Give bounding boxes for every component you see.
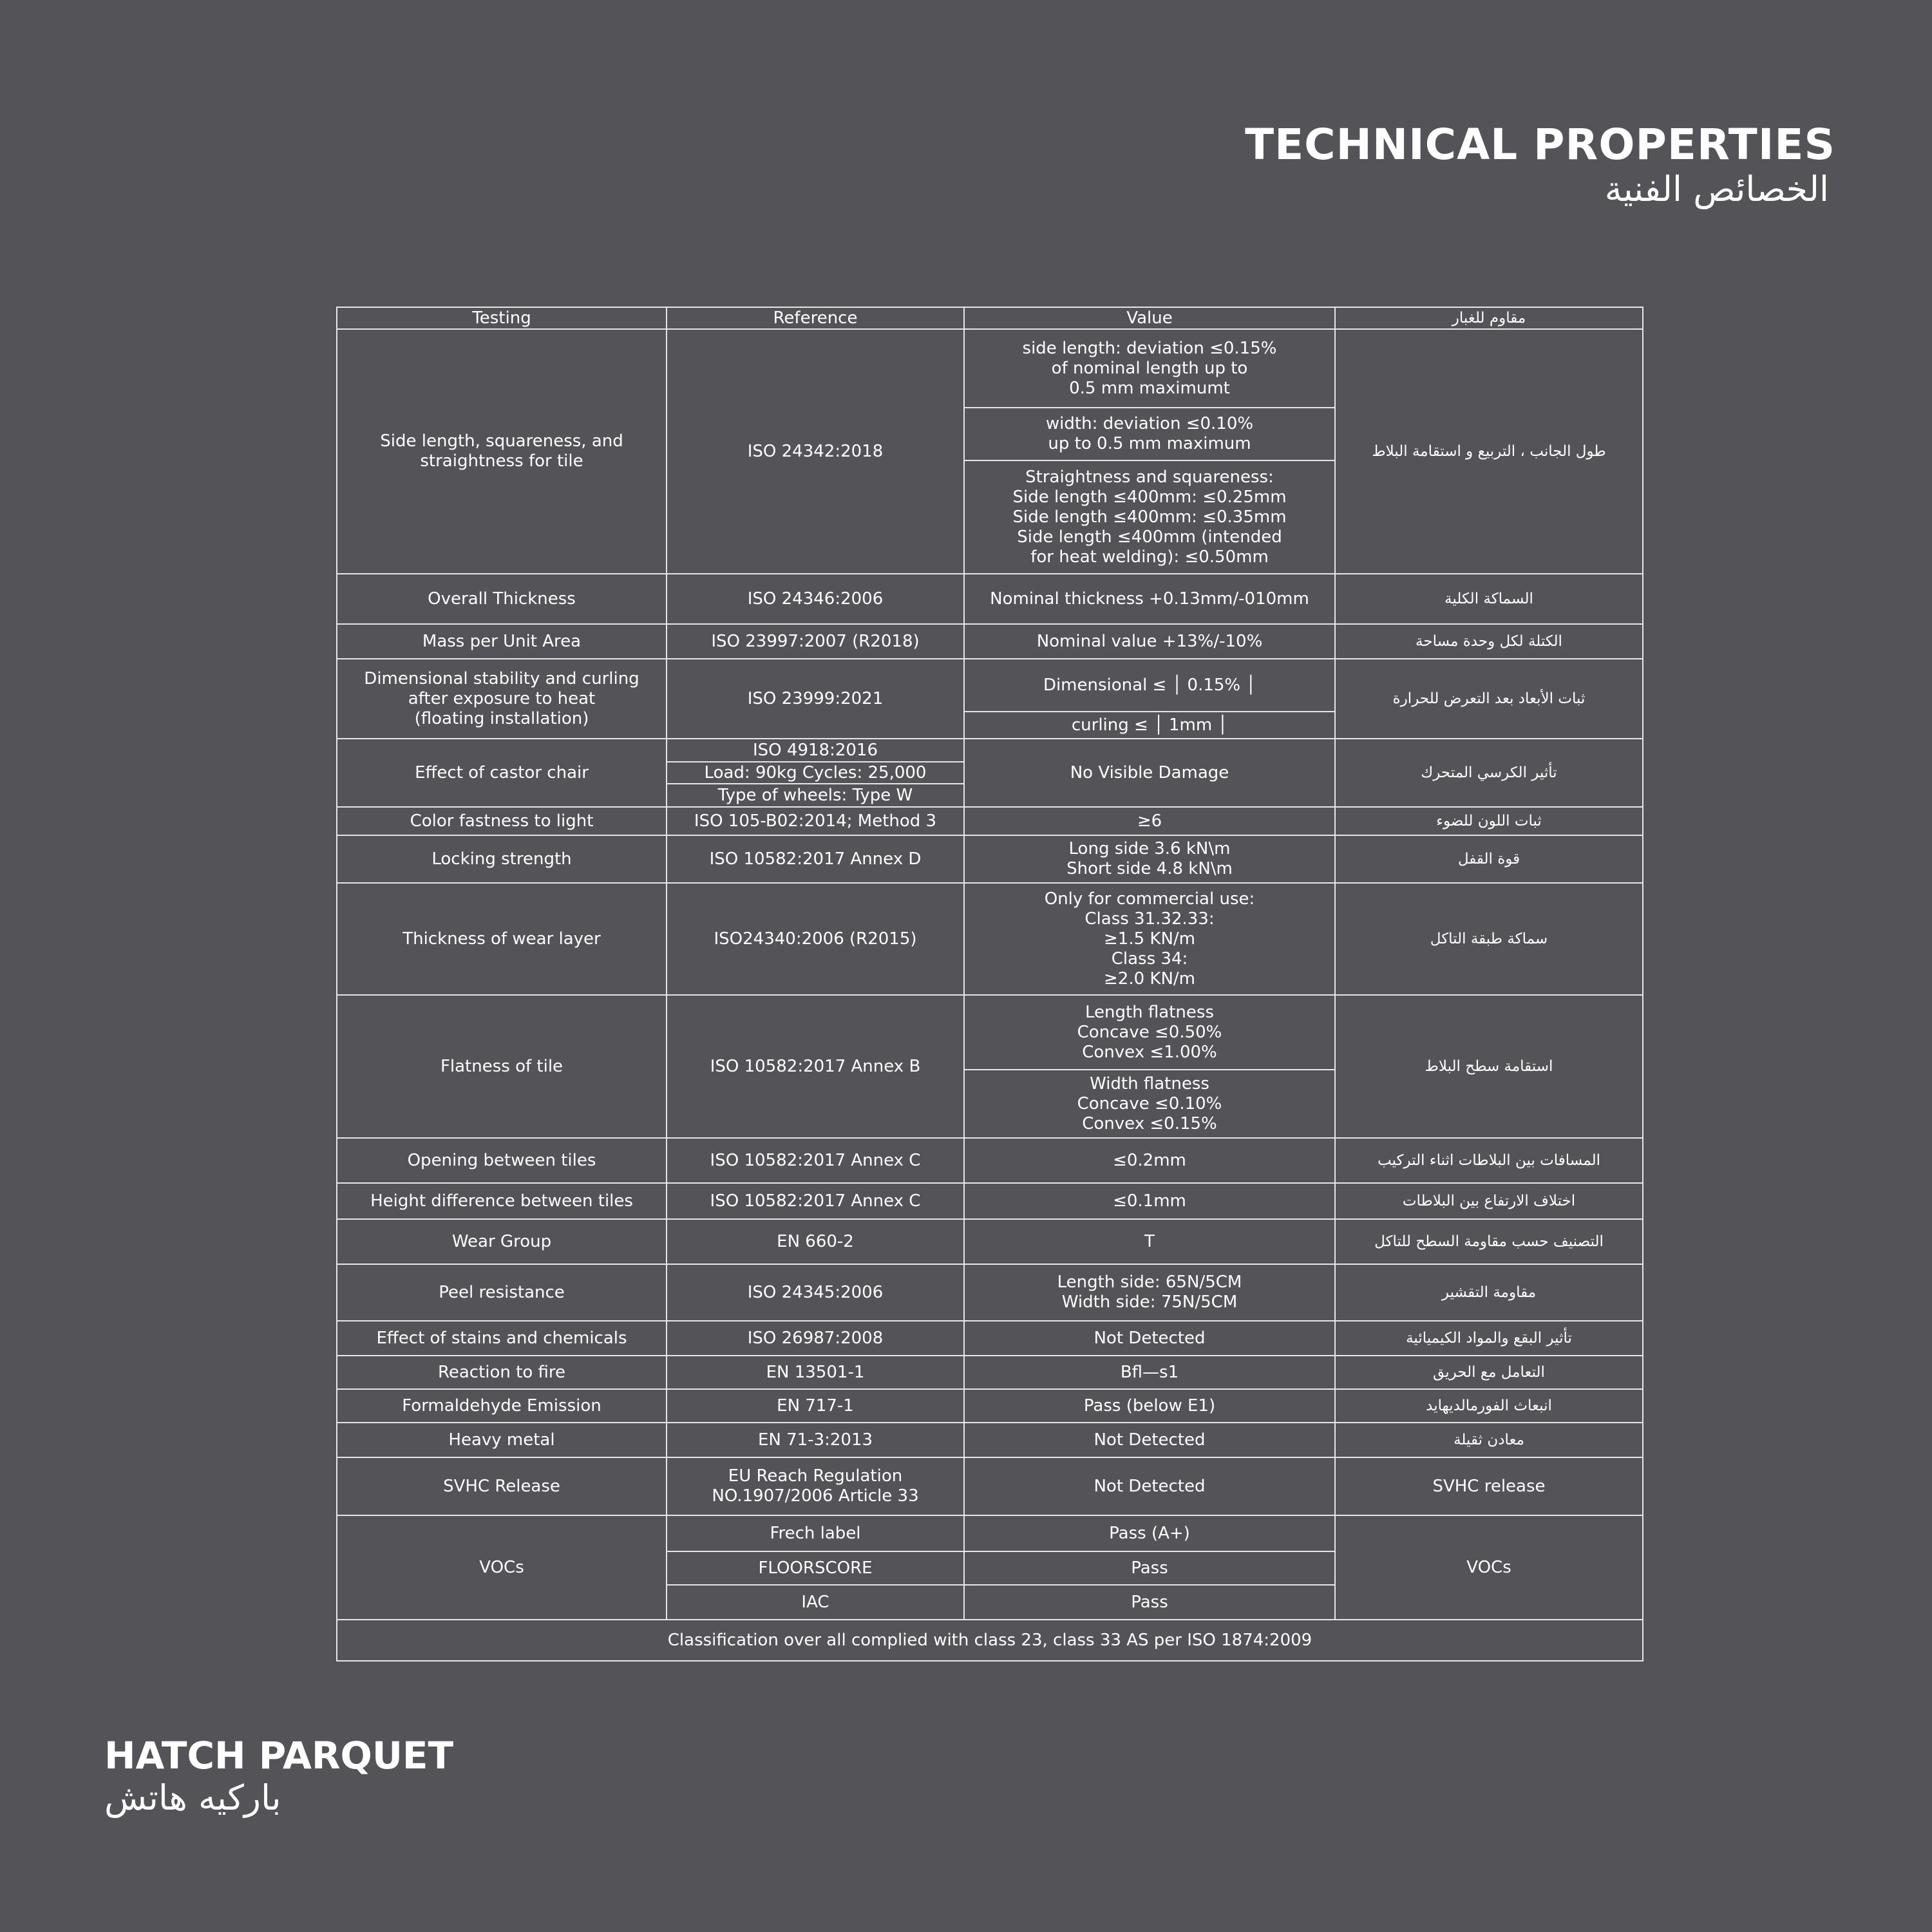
testing-cell: Reaction to fire (337, 1356, 667, 1389)
reference-cell: Frech label (667, 1515, 964, 1551)
reference-cell: ISO 24345:2006 (667, 1264, 964, 1321)
table-row (337, 1389, 1643, 1423)
testing-cell: Height difference between tiles (337, 1183, 667, 1219)
arabic-cell: قوة القفل (1335, 835, 1643, 883)
testing-cell: Side length, squareness, and straightness for tile (337, 329, 667, 574)
table-row (337, 1138, 1643, 1183)
classification-note: Classification over all complied with class 23, class 33 AS per ISO 1874:2009 (337, 1620, 1643, 1661)
value-cell: Not Detected (964, 1457, 1335, 1515)
testing-cell: Wear Group (337, 1219, 667, 1264)
table-row (337, 807, 1643, 835)
value-cell: T (964, 1219, 1335, 1264)
value-cell: Not Detected (964, 1423, 1335, 1457)
table-row (337, 624, 1643, 659)
reference-cell: Load: 90kg Cycles: 25,000 (667, 762, 964, 784)
brand-name: HATCH PARQUET (104, 1734, 454, 1777)
table-footer-row (337, 1620, 1643, 1661)
arabic-cell: المسافات بين البلاطات اثناء التركيب (1335, 1138, 1643, 1183)
reference-cell: ISO 105-B02:2014; Method 3 (667, 807, 964, 835)
arabic-cell: السماكة الكلية (1335, 574, 1643, 624)
reference-cell: EN 71-3:2013 (667, 1423, 964, 1457)
testing-cell: Dimensional stability and curling after exposure to heat (floating installation) (337, 659, 667, 739)
value-cell: Length side: 65N/5CM Width side: 75N/5CM (964, 1264, 1335, 1321)
table-row (337, 739, 1643, 762)
arabic-cell: التعامل مع الحريق (1335, 1356, 1643, 1389)
testing-cell: Mass per Unit Area (337, 624, 667, 659)
reference-cell: EN 660-2 (667, 1219, 964, 1264)
reference-cell: ISO 10582:2017 Annex D (667, 835, 964, 883)
testing-cell: Color fastness to light (337, 807, 667, 835)
testing-cell: Flatness of tile (337, 995, 667, 1138)
technical-properties-table (336, 307, 1643, 1662)
header-value: Value (964, 307, 1335, 329)
arabic-cell: ثبات الأبعاد بعد التعرض للحرارة (1335, 659, 1643, 739)
arabic-cell: استقامة سطح البلاط (1335, 995, 1643, 1138)
reference-cell: ISO 10582:2017 Annex B (667, 995, 964, 1138)
table-row (337, 1515, 1643, 1551)
testing-cell: Heavy metal (337, 1423, 667, 1457)
value-cell: Pass (below E1) (964, 1389, 1335, 1423)
testing-cell: Peel resistance (337, 1264, 667, 1321)
value-cell: ≤0.2mm (964, 1138, 1335, 1183)
arabic-cell: اختلاف الارتفاع بين البلاطات (1335, 1183, 1643, 1219)
arabic-cell: ثبات اللون للضوء (1335, 807, 1643, 835)
reference-cell: ISO24340:2006 (R2015) (667, 883, 964, 995)
value-cell: Dimensional ≤ │ 0.15% │ (964, 659, 1335, 712)
value-cell: Nominal value +13%/-10% (964, 624, 1335, 659)
arabic-cell: مقاومة التقشير (1335, 1264, 1643, 1321)
reference-cell: ISO 23999:2021 (667, 659, 964, 739)
table-row (337, 835, 1643, 883)
value-cell: No Visible Damage (964, 739, 1335, 807)
testing-cell: Locking strength (337, 835, 667, 883)
arabic-cell: معادن ثقيلة (1335, 1423, 1643, 1457)
value-cell: Pass (A+) (964, 1515, 1335, 1551)
testing-cell: VOCs (337, 1515, 667, 1620)
value-cell: Nominal thickness +0.13mm/-010mm (964, 574, 1335, 624)
reference-cell: ISO 4918:2016 (667, 739, 964, 762)
arabic-cell: انبعاث الفورمالديهايد (1335, 1389, 1643, 1423)
value-cell: width: deviation ≤0.10% up to 0.5 mm maximum (964, 408, 1335, 460)
testing-cell: Opening between tiles (337, 1138, 667, 1183)
header-arabic: مقاوم للغبار (1335, 307, 1643, 329)
page-title: TECHNICAL PROPERTIES (1245, 120, 1835, 169)
reference-cell: ISO 23997:2007 (R2018) (667, 624, 964, 659)
arabic-cell: VOCs (1335, 1515, 1643, 1620)
table-row (337, 1356, 1643, 1389)
testing-cell: SVHC Release (337, 1457, 667, 1515)
reference-cell: EU Reach Regulation NO.1907/2006 Article 33 (667, 1457, 964, 1515)
header-testing: Testing (337, 307, 667, 329)
table-row (337, 1423, 1643, 1457)
table-row (337, 659, 1643, 712)
page-title-arabic: الخصائص الفنية (1604, 169, 1829, 209)
testing-cell: Thickness of wear layer (337, 883, 667, 995)
value-cell: Width flatness Concave ≤0.10% Convex ≤0.15% (964, 1070, 1335, 1138)
arabic-cell: التصنيف حسب مقاومة السطح للتاكل (1335, 1219, 1643, 1264)
table-row (337, 1264, 1643, 1321)
testing-cell: Effect of castor chair (337, 739, 667, 807)
arabic-cell: تأثير الكرسي المتحرك (1335, 739, 1643, 807)
table-row (337, 574, 1643, 624)
table-row (337, 1321, 1643, 1356)
table-header-row (337, 307, 1643, 329)
reference-cell: IAC (667, 1585, 964, 1620)
value-cell: Straightness and squareness: Side length ≤400mm: ≤0.25mm Side length ≤400mm: ≤0.35mm Side length ≤400mm (intended for heat welding): ≤0.50mm (964, 460, 1335, 574)
testing-cell: Effect of stains and chemicals (337, 1321, 667, 1356)
value-cell: Bfl—s1 (964, 1356, 1335, 1389)
arabic-cell: SVHC release (1335, 1457, 1643, 1515)
value-cell: Pass (964, 1551, 1335, 1585)
reference-cell: EN 717-1 (667, 1389, 964, 1423)
reference-cell: ISO 10582:2017 Annex C (667, 1138, 964, 1183)
reference-cell: ISO 24342:2018 (667, 329, 964, 574)
table-row (337, 883, 1643, 995)
arabic-cell: الكتلة لكل وحدة مساحة (1335, 624, 1643, 659)
table-row (337, 995, 1643, 1070)
value-cell: ≤0.1mm (964, 1183, 1335, 1219)
value-cell: curling ≤ │ 1mm │ (964, 712, 1335, 739)
arabic-cell: طول الجانب ، التربيع و استقامة البلاط (1335, 329, 1643, 574)
value-cell: Long side 3.6 kN\m Short side 4.8 kN\m (964, 835, 1335, 883)
table-row (337, 1457, 1643, 1515)
arabic-cell: سماكة طبقة التاكل (1335, 883, 1643, 995)
value-cell: Only for commercial use: Class 31.32.33: ≥1.5 KN/m Class 34: ≥2.0 KN/m (964, 883, 1335, 995)
brand-name-arabic: باركيه هاتش (104, 1777, 281, 1818)
value-cell: side length: deviation ≤0.15% of nominal length up to 0.5 mm maximumt (964, 329, 1335, 408)
table-row (337, 329, 1643, 408)
reference-cell: ISO 10582:2017 Annex C (667, 1183, 964, 1219)
table-row (337, 1219, 1643, 1264)
value-cell: ≥6 (964, 807, 1335, 835)
reference-cell: FLOORSCORE (667, 1551, 964, 1585)
arabic-cell: تأثير البقع والمواد الكيميائية (1335, 1321, 1643, 1356)
reference-cell: ISO 26987:2008 (667, 1321, 964, 1356)
header-reference: Reference (667, 307, 964, 329)
reference-cell: Type of wheels: Type W (667, 784, 964, 807)
value-cell: Pass (964, 1585, 1335, 1620)
table-row (337, 1183, 1643, 1219)
testing-cell: Overall Thickness (337, 574, 667, 624)
reference-cell: ISO 24346:2006 (667, 574, 964, 624)
value-cell: Not Detected (964, 1321, 1335, 1356)
value-cell: Length flatness Concave ≤0.50% Convex ≤1.00% (964, 995, 1335, 1070)
testing-cell: Formaldehyde Emission (337, 1389, 667, 1423)
reference-cell: EN 13501-1 (667, 1356, 964, 1389)
